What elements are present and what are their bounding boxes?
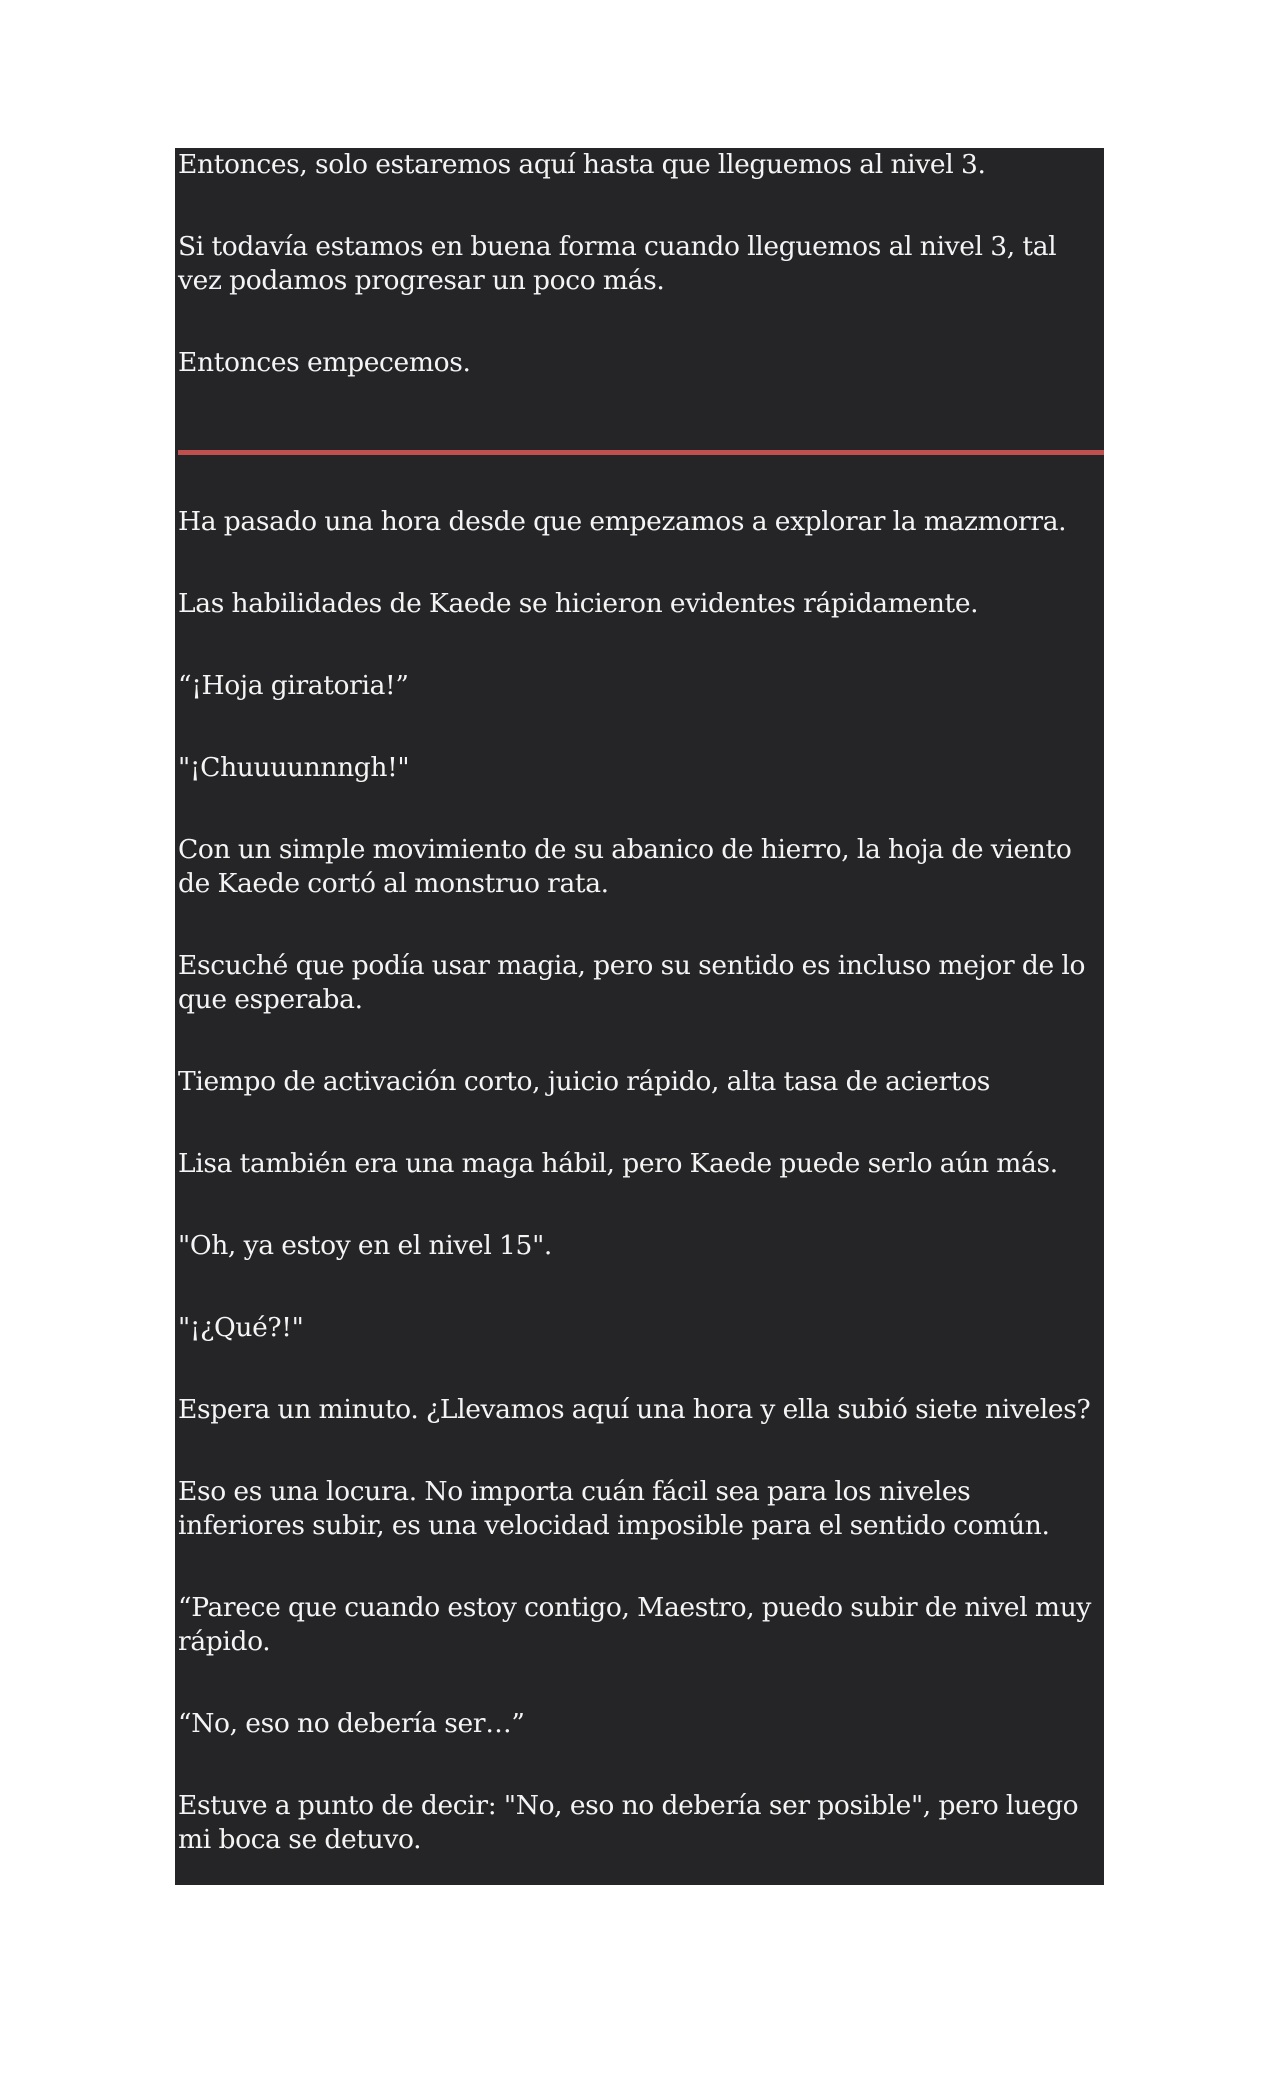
- paragraph: Espera un minuto. ¿Llevamos aquí una hora y ella subió siete niveles?: [178, 1394, 1091, 1425]
- paragraph: "Oh, ya estoy en el nivel 15".: [178, 1230, 552, 1261]
- paragraph: "¡Chuuuunnngh!": [178, 752, 410, 783]
- paragraph: “No, eso no debería ser…”: [178, 1708, 525, 1739]
- paragraph: Con un simple movimiento de su abanico de hierro, la hoja de viento de Kaede cortó al monstruo rata.: [178, 834, 1072, 899]
- paragraph: Lisa también era una maga hábil, pero Kaede puede serlo aún más.: [178, 1148, 1058, 1179]
- paragraph: Eso es una locura. No importa cuán fácil sea para los niveles inferiores subir, es una velocidad imposible para el sentido común.: [178, 1476, 1050, 1541]
- paragraph: Estuve a punto de decir: "No, eso no debería ser posible", pero luego mi boca se detuvo.: [178, 1790, 1079, 1855]
- paragraph: “¡Hoja giratoria!”: [178, 670, 409, 701]
- section-before-divider: [178, 148, 1101, 380]
- paragraph: Las habilidades de Kaede se hicieron evidentes rápidamente.: [178, 588, 979, 619]
- text-panel: [175, 148, 1104, 1885]
- section-divider: [178, 450, 1104, 455]
- section-after-divider: [178, 505, 1101, 1857]
- paragraph: Si todavía estamos en buena forma cuando lleguemos al nivel 3, tal vez podamos progresar un poco más.: [178, 231, 1057, 296]
- paragraph: Entonces empecemos.: [178, 347, 471, 378]
- paragraph: Entonces, solo estaremos aquí hasta que lleguemos al nivel 3.: [178, 149, 986, 180]
- paragraph: Escuché que podía usar magia, pero su sentido es incluso mejor de lo que esperaba.: [178, 950, 1086, 1015]
- paragraph: Tiempo de activación corto, juicio rápido, alta tasa de aciertos: [178, 1066, 990, 1097]
- paragraph: Ha pasado una hora desde que empezamos a explorar la mazmorra.: [178, 506, 1067, 537]
- paragraph: "¡¿Qué?!": [178, 1312, 304, 1343]
- paragraph: “Parece que cuando estoy contigo, Maestro, puedo subir de nivel muy rápido.: [178, 1592, 1092, 1657]
